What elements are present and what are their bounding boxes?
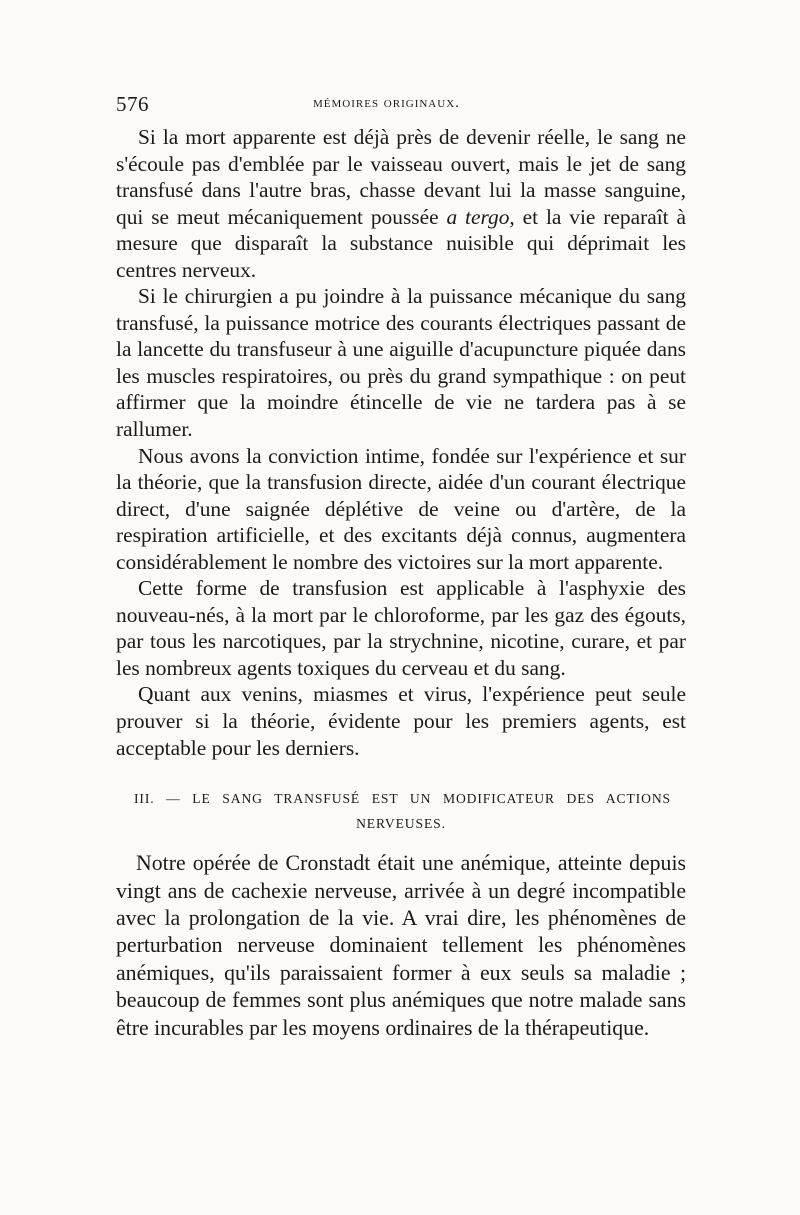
- paragraph-electric-currents: Si le chirurgien a pu joindre à la puissance mécanique du sang transfusé, la puissance motrice des courants électriques passant de la lancette du transfuseur à une aiguille d'acupuncture piquée dans les muscles respiratoires, ou près du grand sympathique : on peut affirmer que la moindre étincelle de vie ne tardera pas à se rallumer.: [116, 284, 686, 442]
- paragraph-text-continued: , et la vie reparaît à mesure que disparaît la substance nuisible qui déprimait les centres nerveux.: [116, 204, 686, 282]
- section-heading-line-1: III. — LE SANG TRANSFUSÉ EST UN MODIFICATEUR DES ACTIONS: [134, 791, 671, 807]
- section-heading-line-2: NERVEUSES.: [356, 816, 446, 832]
- paragraph-conviction: Nous avons la conviction intime, fondée sur l'expérience et sur la théorie, que la transfusion directe, aidée d'un courant électrique direct, d'une saignée déplétive de veine ou d'artère, de la respiration artificielle, et des excitants déjà connus, augmentera considérablement le nombre des victoires sur la mort apparente.: [116, 443, 686, 574]
- paragraph-cronstadt-patient: Notre opérée de Cronstadt était une anémique, atteinte depuis vingt ans de cachexie nerveuse, arrivée à un degré incompatible avec la prolongation de la vie. A vrai dire, les phénomènes de perturbation nerveuse dominaient tellement les phénomènes anémiques, qu'ils paraissaient former à eux seuls sa maladie ; beaucoup de femmes sont plus anémiques que notre malade sans être incurables par les moyens ordinaires de la thérapeutique.: [116, 851, 686, 1040]
- paragraph-venoms: Quant aux venins, miasmes et virus, l'expérience peut seule prouver si la théorie, évidente pour les premiers agents, est acceptable pour les derniers.: [116, 682, 686, 760]
- latin-phrase: a tergo: [446, 204, 510, 229]
- running-head-title: mémoires originaux.: [313, 95, 460, 111]
- paragraph-apparent-death: [116, 124, 686, 283]
- section-heading: [116, 786, 686, 836]
- running-head: [116, 92, 686, 122]
- paragraph-applicability: Cette forme de transfusion est applicable à l'asphyxie des nouveau-nés, à la mort par le chloroforme, par les gaz des égouts, par tous les narcotiques, par la strychnine, nicotine, curare, et par les nombreux agents toxiques du cerveau et du sang.: [116, 576, 686, 680]
- book-page: [116, 92, 686, 1042]
- page-number: 576: [116, 92, 149, 116]
- paragraph-text: Si la mort apparente est déjà près de devenir réelle, le sang ne s'écoule pas d'emblée par le vaisseau ouvert, mais le jet de sang transfusé dans l'autre bras, chasse devant lui la masse sanguine, qui se meut mécaniquement poussée: [116, 125, 686, 229]
